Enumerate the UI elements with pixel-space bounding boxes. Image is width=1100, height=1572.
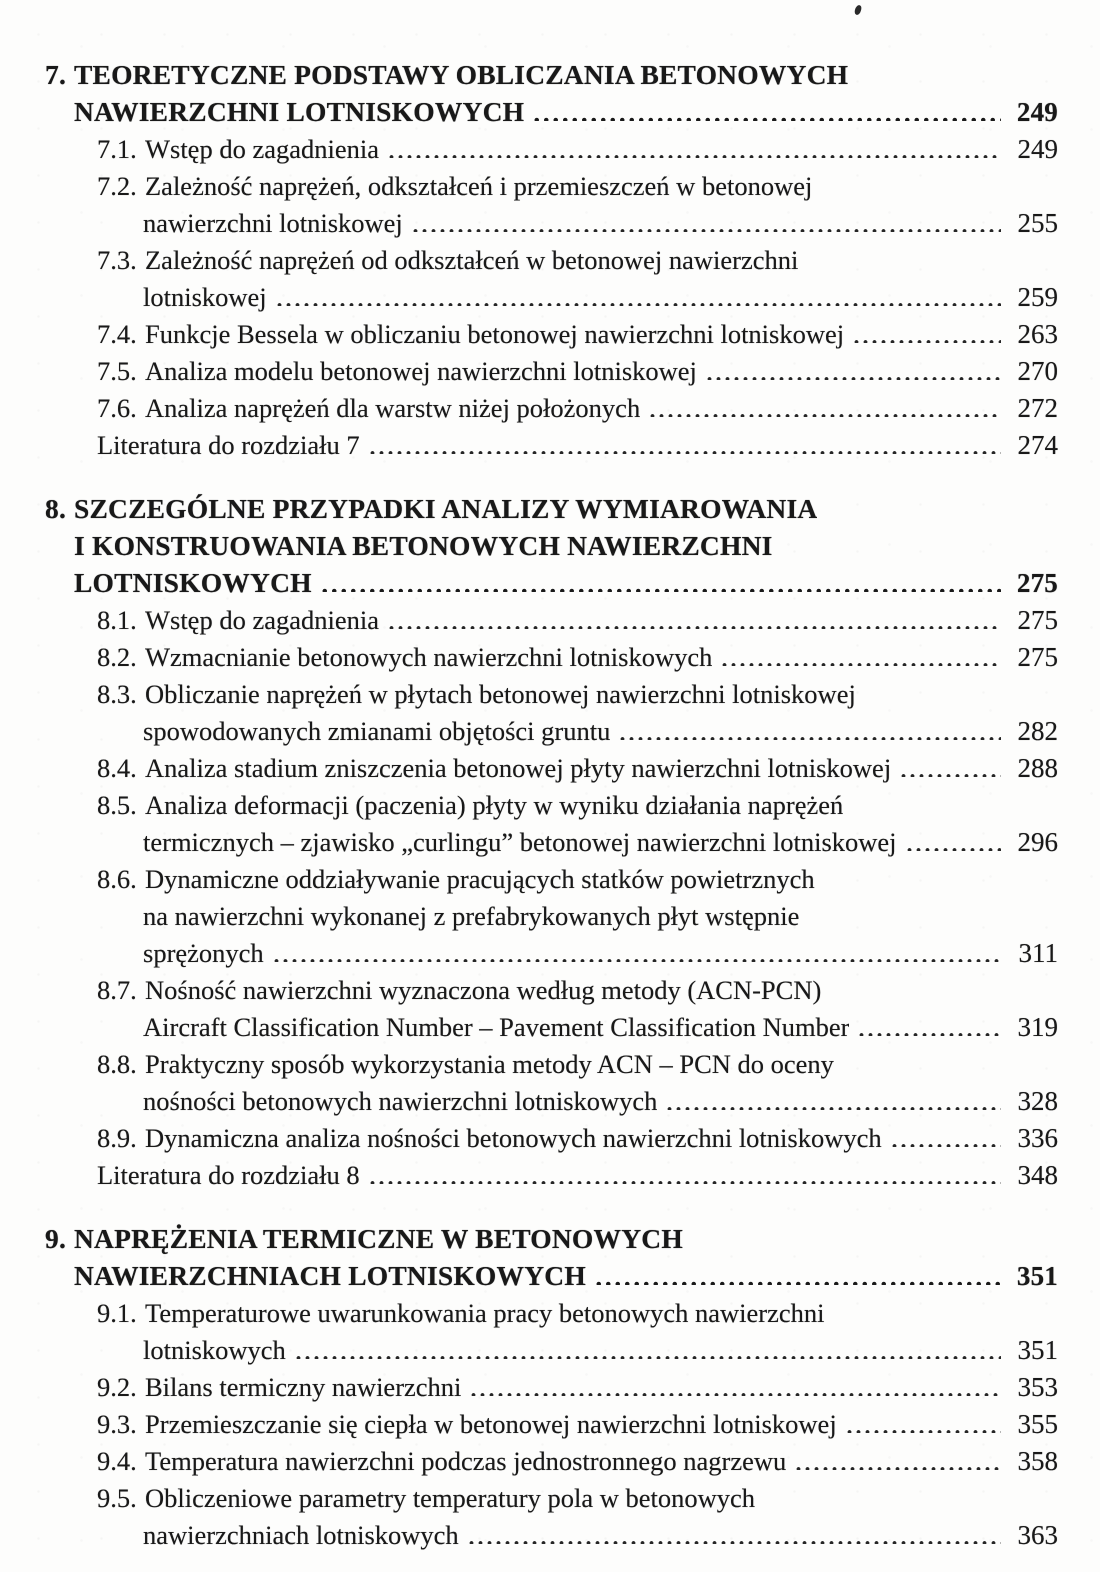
chapter-heading	[45, 490, 1058, 602]
entry-page-number: 355	[1017, 1409, 1058, 1439]
dot-leader	[720, 656, 1001, 666]
toc-entry-line	[97, 1480, 1058, 1517]
chapter-heading-line	[45, 1220, 1058, 1257]
entry-text-line: termicznych – zjawisko „curlingu” betonowej nawierzchni lotniskowej	[143, 827, 897, 857]
toc-entry	[97, 750, 1058, 787]
entry-text-line: Literatura do rozdziału 8	[97, 1160, 360, 1190]
chapter-title-line: I KONSTRUOWANIA BETONOWYCH NAWIERZCHNI	[74, 530, 773, 561]
dot-leader	[665, 1100, 1001, 1110]
chapter-heading	[45, 1220, 1058, 1295]
toc-entry-line	[97, 824, 1058, 861]
entry-text-line: Zależność naprężeń, odkształceń i przemieszczeń w betonowej	[145, 171, 813, 201]
entry-number: 7.6.	[97, 393, 137, 423]
chapter-page-number: 275	[1016, 568, 1058, 598]
entry-number: 9.4.	[97, 1446, 137, 1476]
toc-entry	[97, 602, 1058, 639]
dot-leader	[294, 1349, 1001, 1359]
toc-entry-line	[97, 1157, 1058, 1194]
entry-page-number: 259	[1017, 282, 1058, 312]
entry-number: 8.4.	[97, 753, 137, 783]
entry-number: 8.3.	[97, 679, 137, 709]
toc-chapter	[45, 56, 1058, 464]
toc-entry-line	[97, 279, 1058, 316]
dot-leader	[705, 370, 1001, 380]
toc-entry-line	[97, 390, 1058, 427]
entry-number: 8.5.	[97, 790, 137, 820]
toc-entry-line	[97, 787, 1058, 824]
entry-number: 9.2.	[97, 1372, 137, 1402]
chapter-heading-line	[45, 1257, 1058, 1295]
toc-entry	[97, 1120, 1058, 1157]
entry-page-number: 263	[1017, 319, 1058, 349]
chapter-page-number: 351	[1016, 1261, 1058, 1291]
entry-text-line: Literatura do rozdziału 7	[97, 430, 360, 460]
entry-number: 7.1.	[97, 134, 137, 164]
entry-page-number: 282	[1017, 716, 1058, 746]
dot-leader	[387, 619, 1001, 629]
entry-text-line: Analiza deformacji (paczenia) płyty w wyniku działania naprężeń	[145, 790, 844, 820]
entry-text-line: Bilans termiczny nawierzchni	[145, 1372, 462, 1402]
entry-text-line: na nawierzchni wykonanej z prefabrykowanych płyt wstępnie	[143, 901, 800, 931]
entry-number: 9.3.	[97, 1409, 137, 1439]
entry-number: 7.2.	[97, 171, 137, 201]
dot-leader	[532, 111, 1001, 121]
literatura-entry	[97, 427, 1058, 464]
entry-text-line: sprężonych	[143, 938, 264, 968]
entry-text-line: Praktyczny sposób wykorzystania metody ACN – PCN do oceny	[145, 1049, 834, 1079]
entry-number: 8.1.	[97, 605, 137, 635]
entry-page-number: 336	[1017, 1123, 1058, 1153]
toc-entry-line	[97, 1083, 1058, 1120]
dot-leader	[368, 444, 1001, 454]
toc-entry-line	[97, 1332, 1058, 1369]
chapter-heading	[45, 56, 1058, 131]
entry-page-number: 353	[1017, 1372, 1058, 1402]
entry-text-line: Wstęp do zagadnienia	[145, 605, 379, 635]
entry-text-line: Aircraft Classification Number – Pavement Classification Number	[143, 1012, 850, 1042]
entry-page-number: 275	[1017, 642, 1058, 672]
entry-number: 8.9.	[97, 1123, 137, 1153]
entry-number: 8.6.	[97, 864, 137, 894]
toc-entry-line	[97, 131, 1058, 168]
toc-entry-line	[97, 935, 1058, 972]
dot-leader	[899, 767, 1001, 777]
entry-text-line: nośności betonowych nawierzchni lotniskowych	[143, 1086, 658, 1116]
chapter-title-line: NAWIERZCHNI LOTNISKOWYCH	[74, 96, 525, 127]
toc-entry-line	[97, 205, 1058, 242]
toc-entry	[97, 861, 1058, 972]
dot-leader	[272, 952, 1001, 962]
chapter-entries	[97, 131, 1058, 464]
entry-number: 8.2.	[97, 642, 137, 672]
dot-leader	[794, 1460, 1001, 1470]
toc-entry	[97, 390, 1058, 427]
toc-entry	[97, 353, 1058, 390]
chapter-title-line: SZCZEGÓLNE PRZYPADKI ANALIZY WYMIAROWANIA	[74, 493, 818, 524]
entry-text-line: Analiza modelu betonowej nawierzchni lotniskowej	[145, 356, 697, 386]
toc-entry	[97, 316, 1058, 353]
chapter-page-number: 249	[1016, 97, 1058, 127]
entry-text-line: spowodowanych zmianami objętości gruntu	[143, 716, 611, 746]
entry-text-line: Temperaturowe uwarunkowania pracy betonowych nawierzchni	[145, 1298, 825, 1328]
entry-text-line: lotniskowych	[143, 1335, 286, 1365]
dot-leader	[890, 1137, 1001, 1147]
chapter-heading-line	[45, 527, 1058, 564]
toc-entry-line	[97, 602, 1058, 639]
toc-entry	[97, 1046, 1058, 1120]
toc-entry	[97, 1369, 1058, 1406]
entry-page-number: 255	[1017, 208, 1058, 238]
entry-text-line: Funkcje Bessela w obliczaniu betonowej nawierzchni lotniskowej	[145, 319, 845, 349]
entry-page-number: 270	[1017, 356, 1058, 386]
entry-page-number: 348	[1017, 1160, 1058, 1190]
chapter-heading-line	[45, 93, 1058, 131]
toc-entry	[97, 131, 1058, 168]
toc-entry-line	[97, 168, 1058, 205]
entry-page-number: 296	[1017, 827, 1058, 857]
entry-text-line: Zależność naprężeń od odkształceń w betonowej nawierzchni	[145, 245, 799, 275]
entry-page-number: 311	[1018, 938, 1058, 968]
dot-leader	[845, 1423, 1001, 1433]
entry-text-line: Analiza stadium zniszczenia betonowej płyty nawierzchni lotniskowej	[145, 753, 892, 783]
toc-entry-line	[97, 427, 1058, 464]
chapter-number: 7.	[45, 59, 67, 90]
toc-chapter	[45, 490, 1058, 1194]
entry-text-line: Nośność nawierzchni wyznaczona według metody (ACN-PCN)	[145, 975, 822, 1005]
entry-page-number: 328	[1017, 1086, 1058, 1116]
dot-leader	[469, 1386, 1001, 1396]
toc-entry	[97, 1406, 1058, 1443]
entry-page-number: 363	[1017, 1520, 1058, 1550]
toc-chapter	[45, 1220, 1058, 1554]
dot-leader	[467, 1534, 1001, 1544]
dot-leader	[594, 1275, 1001, 1285]
entry-text-line: Przemieszczanie się ciepła w betonowej nawierzchni lotniskowej	[145, 1409, 837, 1439]
toc-entry-line	[97, 713, 1058, 750]
toc-entry	[97, 787, 1058, 861]
toc-entry-line	[97, 898, 1058, 935]
chapter-title-line: NAPRĘŻENIA TERMICZNE W BETONOWYCH	[74, 1223, 683, 1254]
entry-page-number: 288	[1017, 753, 1058, 783]
entry-page-number: 351	[1017, 1335, 1058, 1365]
dot-leader	[387, 148, 1001, 158]
toc-entry	[97, 972, 1058, 1046]
literatura-entry	[97, 1157, 1058, 1194]
chapter-title-line: NAWIERZCHNIACH LOTNISKOWYCH	[74, 1260, 586, 1291]
toc-entry-line	[97, 353, 1058, 390]
entry-number: 9.5.	[97, 1483, 137, 1513]
entry-text-line: Wzmacnianie betonowych nawierzchni lotniskowych	[145, 642, 713, 672]
entry-page-number: 275	[1017, 605, 1058, 635]
chapter-number: 8.	[45, 493, 67, 524]
chapter-number: 9.	[45, 1223, 67, 1254]
entry-text-line: nawierzchni lotniskowej	[143, 208, 403, 238]
entry-number: 8.8.	[97, 1049, 137, 1079]
entry-page-number: 274	[1017, 430, 1058, 460]
toc-entry-line	[97, 242, 1058, 279]
toc-entry-line	[97, 639, 1058, 676]
toc-entry	[97, 1443, 1058, 1480]
toc-entry-line	[97, 1443, 1058, 1480]
toc-entry-line	[97, 861, 1058, 898]
entry-text-line: nawierzchniach lotniskowych	[143, 1520, 459, 1550]
entry-text-line: Temperatura nawierzchni podczas jednostronnego nagrzewu	[145, 1446, 787, 1476]
entry-number: 7.5.	[97, 356, 137, 386]
entry-number: 8.7.	[97, 975, 137, 1005]
entry-text-line: lotniskowej	[143, 282, 267, 312]
toc-entry-line	[97, 1009, 1058, 1046]
entry-number: 9.1.	[97, 1298, 137, 1328]
dot-leader	[618, 730, 1001, 740]
toc-entry	[97, 639, 1058, 676]
toc-entry-line	[97, 1517, 1058, 1554]
toc-entry-line	[97, 1120, 1058, 1157]
dot-leader	[905, 841, 1001, 851]
entry-number: 7.3.	[97, 245, 137, 275]
entry-page-number: 249	[1017, 134, 1058, 164]
toc-entry	[97, 168, 1058, 242]
chapter-heading-line	[45, 56, 1058, 93]
entry-text-line: Dynamiczna analiza nośności betonowych nawierzchni lotniskowych	[145, 1123, 882, 1153]
chapter-entries	[97, 1295, 1058, 1554]
entry-page-number: 272	[1017, 393, 1058, 423]
toc-entry	[97, 1480, 1058, 1554]
dot-leader	[275, 296, 1001, 306]
entry-number: 7.4.	[97, 319, 137, 349]
toc-entry-line	[97, 1295, 1058, 1332]
dot-leader	[852, 333, 1001, 343]
entry-text-line: Analiza naprężeń dla warstw niżej położonych	[145, 393, 641, 423]
toc-entry-line	[97, 676, 1058, 713]
toc-entry-line	[97, 1406, 1058, 1443]
toc-entry	[97, 242, 1058, 316]
dot-leader	[320, 582, 1001, 592]
toc-entry-line	[97, 1046, 1058, 1083]
entry-text-line: Obliczeniowe parametry temperatury pola w betonowych	[145, 1483, 756, 1513]
toc-entry-line	[97, 316, 1058, 353]
entry-page-number: 319	[1017, 1012, 1058, 1042]
toc-entry-line	[97, 1369, 1058, 1406]
dot-leader	[648, 407, 1001, 417]
entry-text-line: Wstęp do zagadnienia	[145, 134, 379, 164]
dot-leader	[411, 222, 1001, 232]
entry-text-line: Dynamiczne oddziaływanie pracujących statków powietrznych	[145, 864, 815, 894]
chapter-heading-line	[45, 564, 1058, 602]
chapter-title-line: TEORETYCZNE PODSTAWY OBLICZANIA BETONOWYCH	[74, 59, 849, 90]
dot-leader	[857, 1026, 1001, 1036]
chapter-title-line: LOTNISKOWYCH	[74, 567, 312, 598]
toc-entry	[97, 1295, 1058, 1369]
dot-leader	[368, 1174, 1001, 1184]
chapter-entries	[97, 602, 1058, 1194]
toc-entry-line	[97, 750, 1058, 787]
chapter-heading-line	[45, 490, 1058, 527]
toc-entry-line	[97, 972, 1058, 1009]
entry-page-number: 358	[1017, 1446, 1058, 1476]
entry-text-line: Obliczanie naprężeń w płytach betonowej nawierzchni lotniskowej	[145, 679, 856, 709]
toc-entry	[97, 676, 1058, 750]
